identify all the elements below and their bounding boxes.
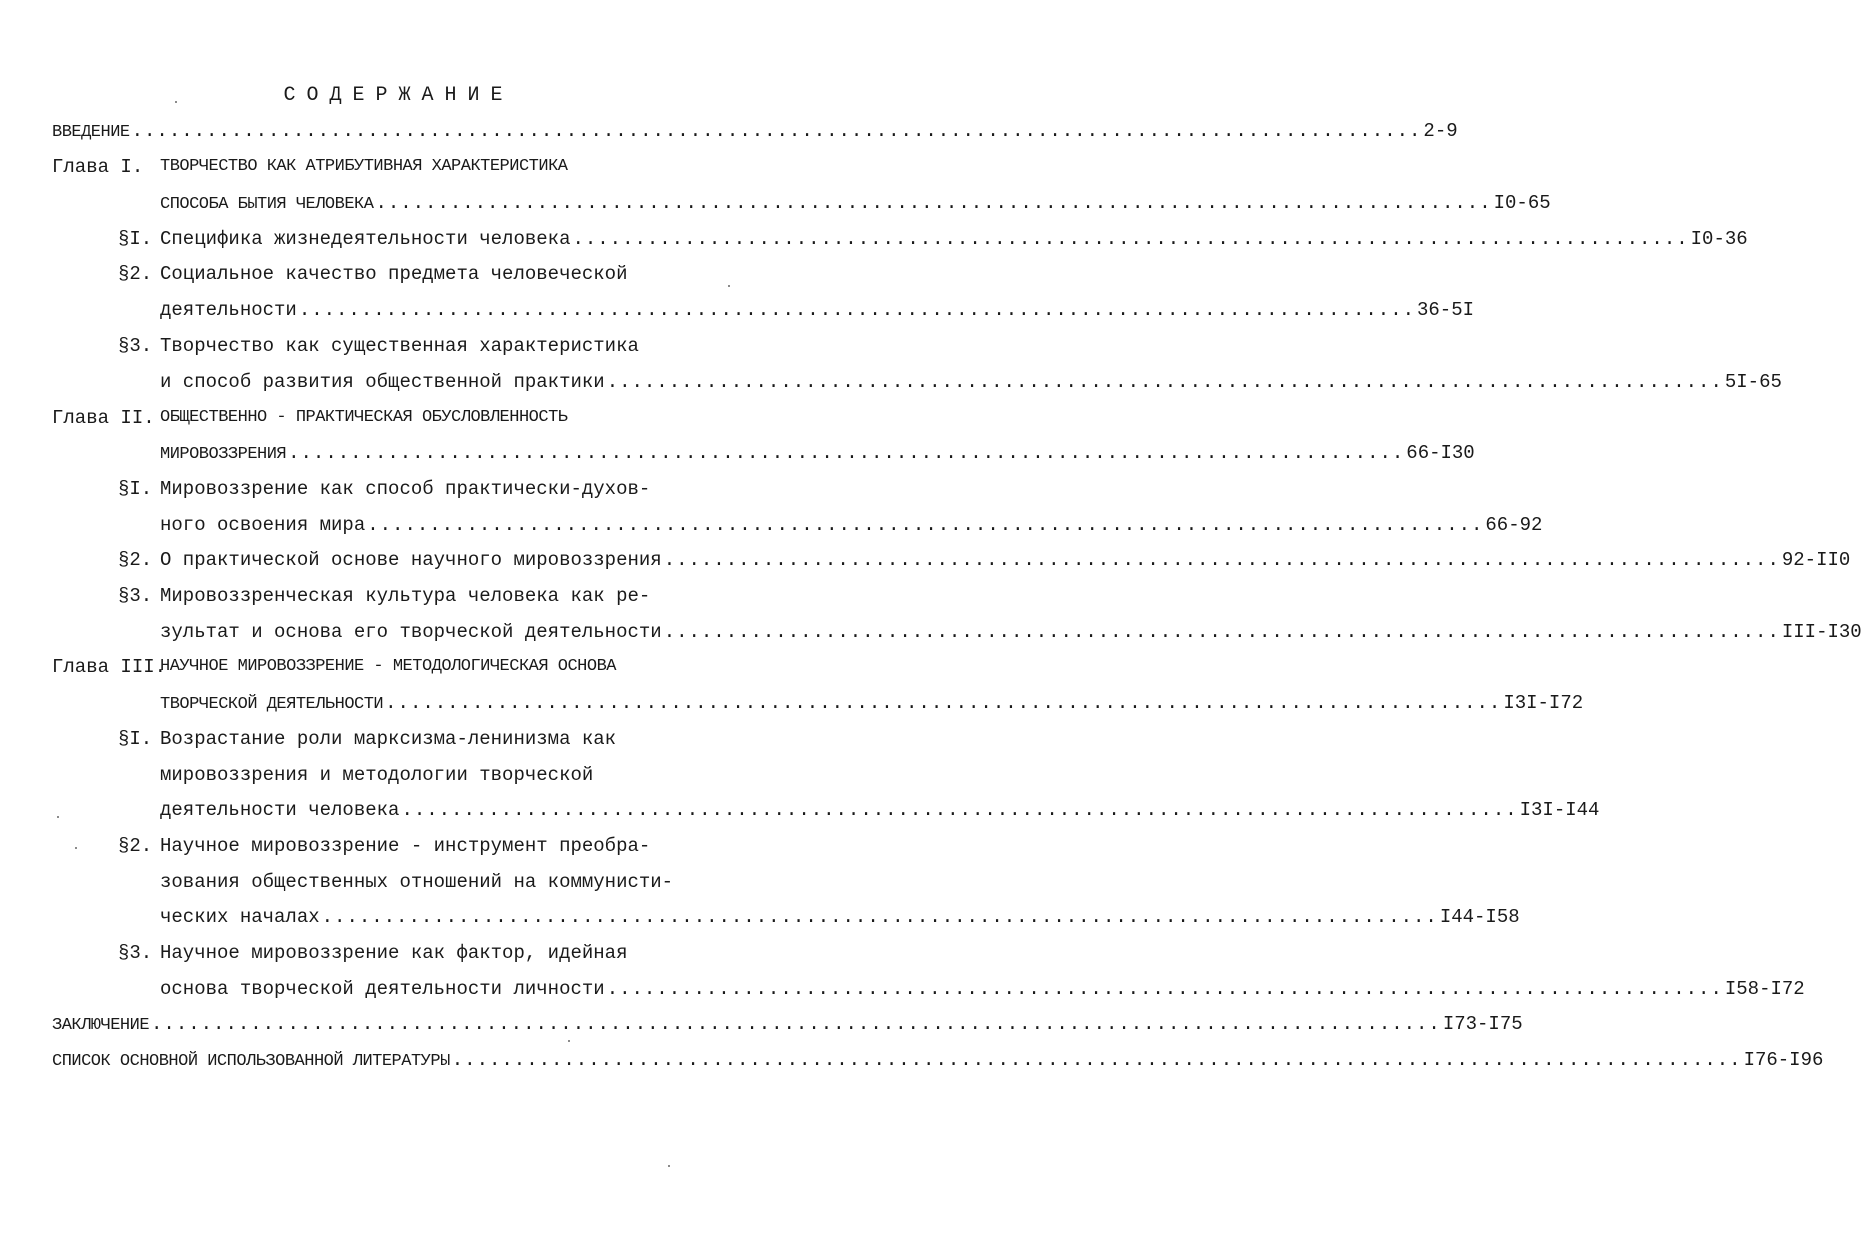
toc-entry-text: НАУЧНОЕ МИРОВОЗЗРЕНИЕ - МЕТОДОЛОГИЧЕСКАЯ ОСНОВА — [160, 657, 616, 676]
toc-page-range: I3I-I44 — [1519, 799, 1600, 821]
toc-entry-text: СПИСОК ОСНОВНОЙ ИСПОЛЬЗОВАННОЙ ЛИТЕРАТУРЫ — [52, 1052, 450, 1071]
toc-entry-1-3 — [160, 370, 1782, 394]
scan-speck — [728, 285, 730, 287]
scan-speck — [175, 101, 177, 103]
leader-dots: .......................................................................................... — [663, 621, 1780, 643]
leader-dots: .......................................................................................... — [606, 371, 1723, 393]
toc-entry-2-2 — [160, 548, 1851, 572]
leader-dots: .......................................................................................... — [385, 692, 1502, 714]
scan-speck — [75, 847, 77, 849]
scan-speck — [568, 1040, 570, 1042]
toc-entry-text: зультат и основа его творческой деятельности — [160, 621, 662, 643]
toc-page-range: I3I-I72 — [1503, 692, 1584, 714]
section-label: §I. — [118, 478, 153, 500]
toc-entry-introduction — [52, 119, 1458, 145]
section-label: §2. — [118, 835, 153, 857]
toc-page-range: III-I30 — [1781, 621, 1862, 643]
section-label: §I. — [118, 728, 153, 750]
toc-entry-text: ТВОРЧЕСТВО КАК АТРИБУТИВНАЯ ХАРАКТЕРИСТИКА — [160, 157, 568, 176]
section-label: §2. — [118, 263, 153, 285]
toc-entry-2-1 — [160, 513, 1543, 537]
toc-page-range: I0-36 — [1690, 228, 1748, 250]
toc-entry-3-1 — [160, 798, 1600, 822]
leader-dots: .......................................................................................... — [321, 906, 1438, 928]
toc-entry-text: мировоззрения и методологии творческой — [160, 764, 594, 786]
scan-speck — [668, 1165, 670, 1167]
toc-entry-text: ОБЩЕСТВЕННО - ПРАКТИЧЕСКАЯ ОБУСЛОВЛЕННОСТЬ — [160, 408, 568, 427]
toc-entry-text: Возрастание роли марксизма-ленинизма как — [160, 728, 617, 750]
toc-entry-text: ВВЕДЕНИЕ — [52, 123, 130, 142]
toc-entry-text: Специфика жизнедеятельности человека — [160, 228, 571, 250]
toc-entry-text: ЗАКЛЮЧЕНИЕ — [52, 1016, 150, 1035]
leader-dots: .......................................................................................... — [401, 799, 1518, 821]
toc-entry-chapter-2 — [160, 441, 1475, 467]
toc-entry-text: зования общественных отношений на коммунисти- — [160, 871, 674, 893]
toc-page-range: I44-I58 — [1439, 906, 1520, 928]
toc-page-range: 92-II0 — [1781, 549, 1851, 571]
toc-entry-3-2 — [160, 905, 1520, 929]
toc-entry-text: деятельности человека — [160, 799, 400, 821]
toc-page-range: 2-9 — [1423, 120, 1458, 142]
toc-page-range: 5I-65 — [1724, 371, 1782, 393]
page-title: СОДЕРЖАНИЕ — [283, 84, 514, 107]
toc-entry-chapter-1 — [160, 191, 1551, 217]
toc-entry-text: Социальное качество предмета человеческой — [160, 263, 628, 285]
toc-entry-text: основа творческой деятельности личности — [160, 978, 605, 1000]
toc-entry-text: ТВОРЧЕСКОЙ ДЕЯТЕЛЬНОСТИ — [160, 695, 384, 714]
leader-dots: .......................................................................................... — [663, 549, 1780, 571]
leader-dots: .......................................................................................... — [288, 442, 1405, 464]
leader-dots: .......................................................................................... — [606, 978, 1723, 1000]
toc-entry-chapter-3 — [160, 691, 1584, 717]
toc-entry-1-1 — [160, 227, 1748, 251]
toc-entry-2-3 — [160, 620, 1862, 644]
toc-entry-text: ного освоения мира — [160, 514, 366, 536]
chapter-label: Глава I. — [52, 156, 144, 178]
chapter-label: Глава II. — [52, 407, 155, 429]
toc-entry-text: Творчество как существенная характеристика — [160, 335, 639, 357]
section-label: §I. — [118, 228, 153, 250]
section-label: §3. — [118, 942, 153, 964]
toc-entry-text: Научное мировоззрение как фактор, идейная — [160, 942, 628, 964]
section-label: §2. — [118, 549, 153, 571]
toc-page-range: 66-I30 — [1406, 442, 1475, 464]
toc-entry-text: и способ развития общественной практики — [160, 371, 605, 393]
toc-entry-text: Научное мировоззрение - инструмент преобра- — [160, 835, 651, 857]
leader-dots: .......................................................................................... — [367, 514, 1484, 536]
toc-page-range: 36-5I — [1417, 299, 1475, 321]
chapter-label: Глава III. — [52, 656, 167, 678]
leader-dots: .......................................................................................... — [572, 228, 1689, 250]
toc-entry-text: деятельности — [160, 299, 297, 321]
section-label: §3. — [118, 335, 153, 357]
leader-dots: ........................................................................................................ — [451, 1049, 1742, 1071]
leader-dots: .......................................................................................... — [375, 192, 1492, 214]
toc-entry-text: СПОСОБА БЫТИЯ ЧЕЛОВЕКА — [160, 195, 374, 214]
toc-page-range: I73-I75 — [1442, 1013, 1523, 1035]
toc-page-range: I58-I72 — [1724, 978, 1805, 1000]
toc-entry-3-3 — [160, 977, 1805, 1001]
toc-entry-conclusion — [52, 1012, 1523, 1038]
leader-dots: ........................................................................................................ — [131, 120, 1422, 142]
toc-page-range: I76-I96 — [1743, 1049, 1824, 1071]
toc-entry-bibliography — [52, 1048, 1824, 1074]
toc-entry-text: МИРОВОЗЗРЕНИЯ — [160, 445, 287, 464]
toc-page-range: 66-92 — [1485, 514, 1543, 536]
scan-speck — [57, 816, 59, 818]
toc-entry-1-2 — [160, 298, 1475, 322]
toc-page-range: I0-65 — [1493, 192, 1551, 214]
toc-entry-text: Мировоззренческая культура человека как ре- — [160, 585, 651, 607]
leader-dots: ........................................................................................................ — [151, 1013, 1441, 1035]
leader-dots: .......................................................................................... — [298, 299, 1415, 321]
toc-entry-text: ческих началах — [160, 906, 320, 928]
toc-entry-text: О практической основе научного мировоззрения — [160, 549, 662, 571]
toc-entry-text: Мировоззрение как способ практически-духов- — [160, 478, 651, 500]
section-label: §3. — [118, 585, 153, 607]
